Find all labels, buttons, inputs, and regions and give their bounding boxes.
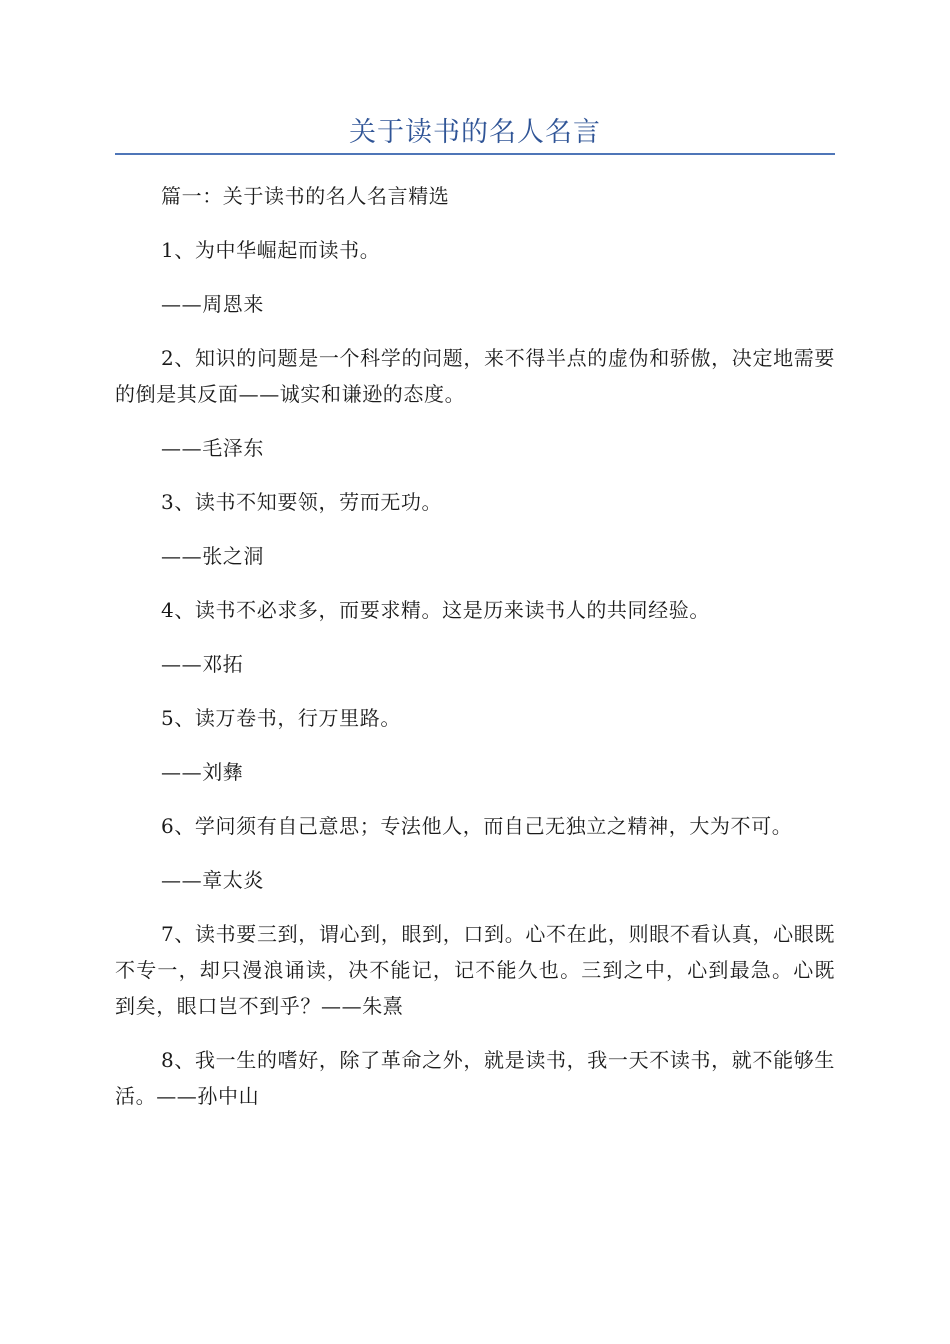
title-underline (115, 153, 835, 155)
document-body (115, 178, 835, 1114)
author-3: ——张之洞 (161, 544, 264, 568)
author-4: ——邓拓 (161, 652, 244, 676)
quote-4: 4、读书不必求多，而要求精。这是历来读书人的共同经验。 (161, 598, 710, 622)
quote-6: 6、学问须有自己意思；专法他人，而自己无独立之精神，大为不可。 (161, 814, 793, 838)
quote-8: 8、我一生的嗜好，除了革命之外，就是读书，我一天不读书，就不能够生活。——孙中山 (115, 1048, 835, 1108)
author-2: ——毛泽东 (161, 436, 264, 460)
section-heading: 篇一：关于读书的名人名言精选 (161, 184, 450, 208)
author-5: ——刘彝 (161, 760, 244, 784)
quote-1: 1、为中华崛起而读书。 (161, 238, 381, 262)
quote-3: 3、读书不知要领，劳而无功。 (161, 490, 443, 514)
document-title: 关于读书的名人名言 (349, 117, 601, 148)
quote-7: 7、读书要三到，谓心到，眼到，口到。心不在此，则眼不看认真，心眼既不专一，却只漫浪诵读，决不能记，记不能久也。三到之中，心到最急。心既到矣，眼口岂不到乎？——朱熹 (115, 922, 835, 1018)
quote-2: 2、知识的问题是一个科学的问题，来不得半点的虚伪和骄傲，决定地需要的倒是其反面——诚实和谦逊的态度。 (115, 346, 835, 406)
author-6: ——章太炎 (161, 868, 264, 892)
quote-5: 5、读万卷书，行万里路。 (161, 706, 401, 730)
author-1: ——周恩来 (161, 292, 264, 316)
